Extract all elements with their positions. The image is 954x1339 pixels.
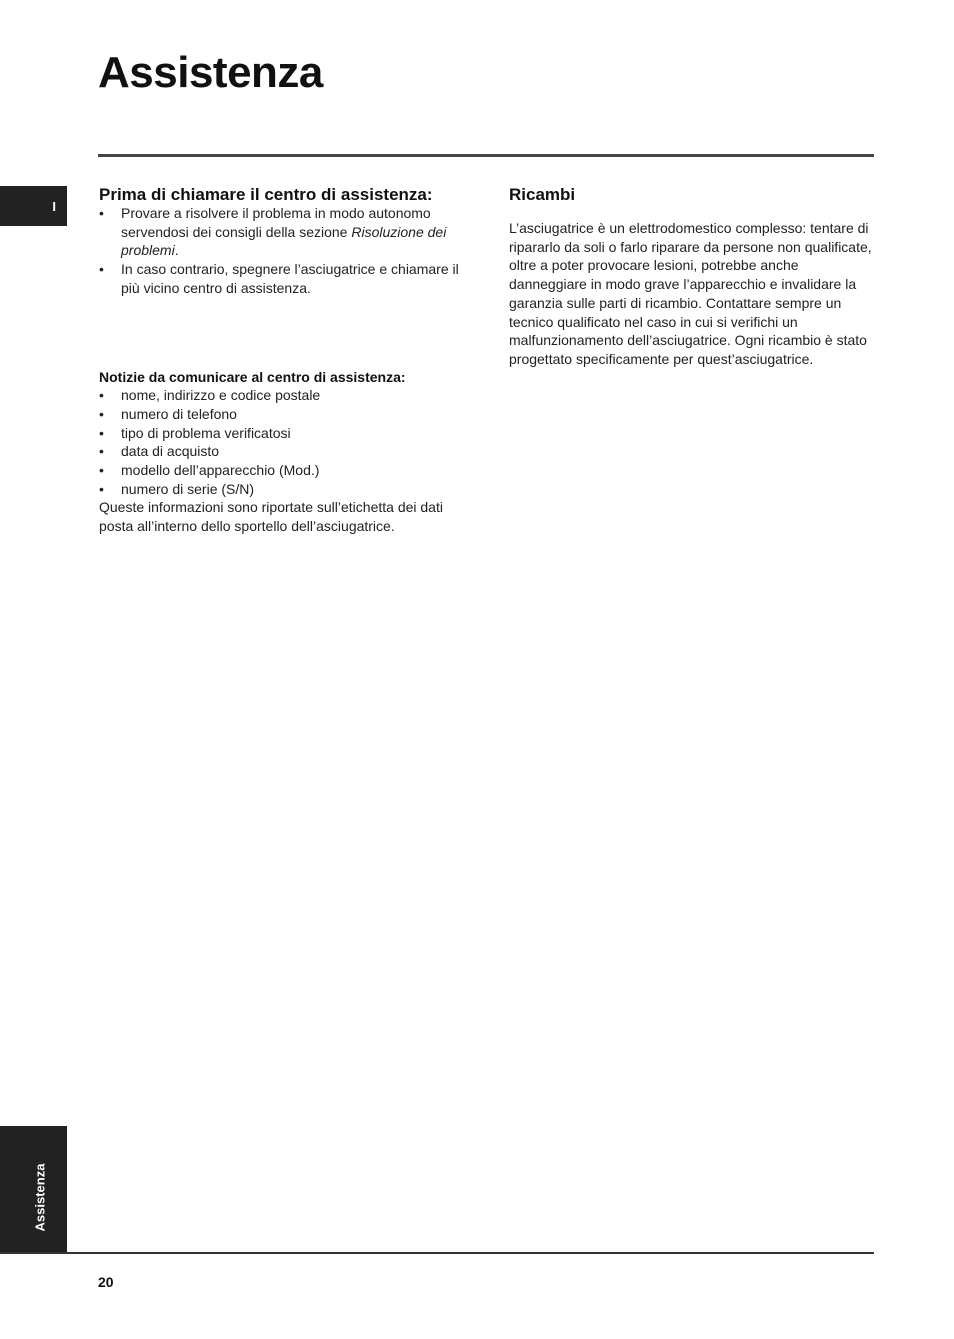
info-note: Queste informazioni sono riportate sull’etichetta dei dati posta all’interno dello sportello dell’asciugatrice. [99,499,443,535]
section-side-tab [0,1126,67,1253]
info-list [99,386,459,498]
list-item: • tipo di problema verificatosi [99,424,459,443]
footer-divider [0,1252,874,1254]
language-tab-label: I [52,198,56,214]
list-item: • modello dell’apparecchio (Mod.) [99,461,459,480]
list-item: • data di acquisto [99,442,459,461]
section-reference: Risoluzione dei problemi [121,223,447,259]
section-heading-spare-parts: Ricambi [509,185,576,204]
list-item: • numero di serie (S/N) [99,480,459,499]
right-column [509,185,875,369]
list-item: • nome, indirizzo e codice postale [99,386,459,405]
side-tab-label: Assistenza [32,1163,47,1232]
spare-parts-paragraph: L’asciugatrice è un elettrodomestico complesso: tentare di ripararlo da soli o farlo riparare da persone non qualificate, oltre a poter provocare lesioni, potrebbe anche danneggiare in modo grave l’apparecchio e invalidare la garanzia sulle parti di ricambio. Contattare sempre un tecnico qualificato nel caso in cui si verifichi un malfunzionamento dell’asciugatrice. Ogni ricambio è stato progettato specificamente per quest’asciugatrice. [509,220,872,367]
tip-text-end: . [174,242,179,259]
list-item: • numero di telefono [99,405,459,424]
language-tab [0,186,67,226]
list-item: • In caso contrario, spegnere l’asciugatrice e chiamare il più vicino centro di assistenza. [99,260,459,297]
list-item [99,204,459,260]
page-title: Assistenza [98,48,323,97]
section-heading-before-calling: Prima di chiamare il centro di assistenza: [99,185,433,204]
info-heading: Notizie da comunicare al centro di assistenza: [99,368,406,385]
tips-list [99,204,459,298]
header-divider [98,154,874,157]
tip-text: Provare a risolvere il problema in modo autonomo servendosi dei consigli della sezione [121,205,431,240]
page-number: 20 [98,1274,114,1290]
left-column [99,185,459,536]
